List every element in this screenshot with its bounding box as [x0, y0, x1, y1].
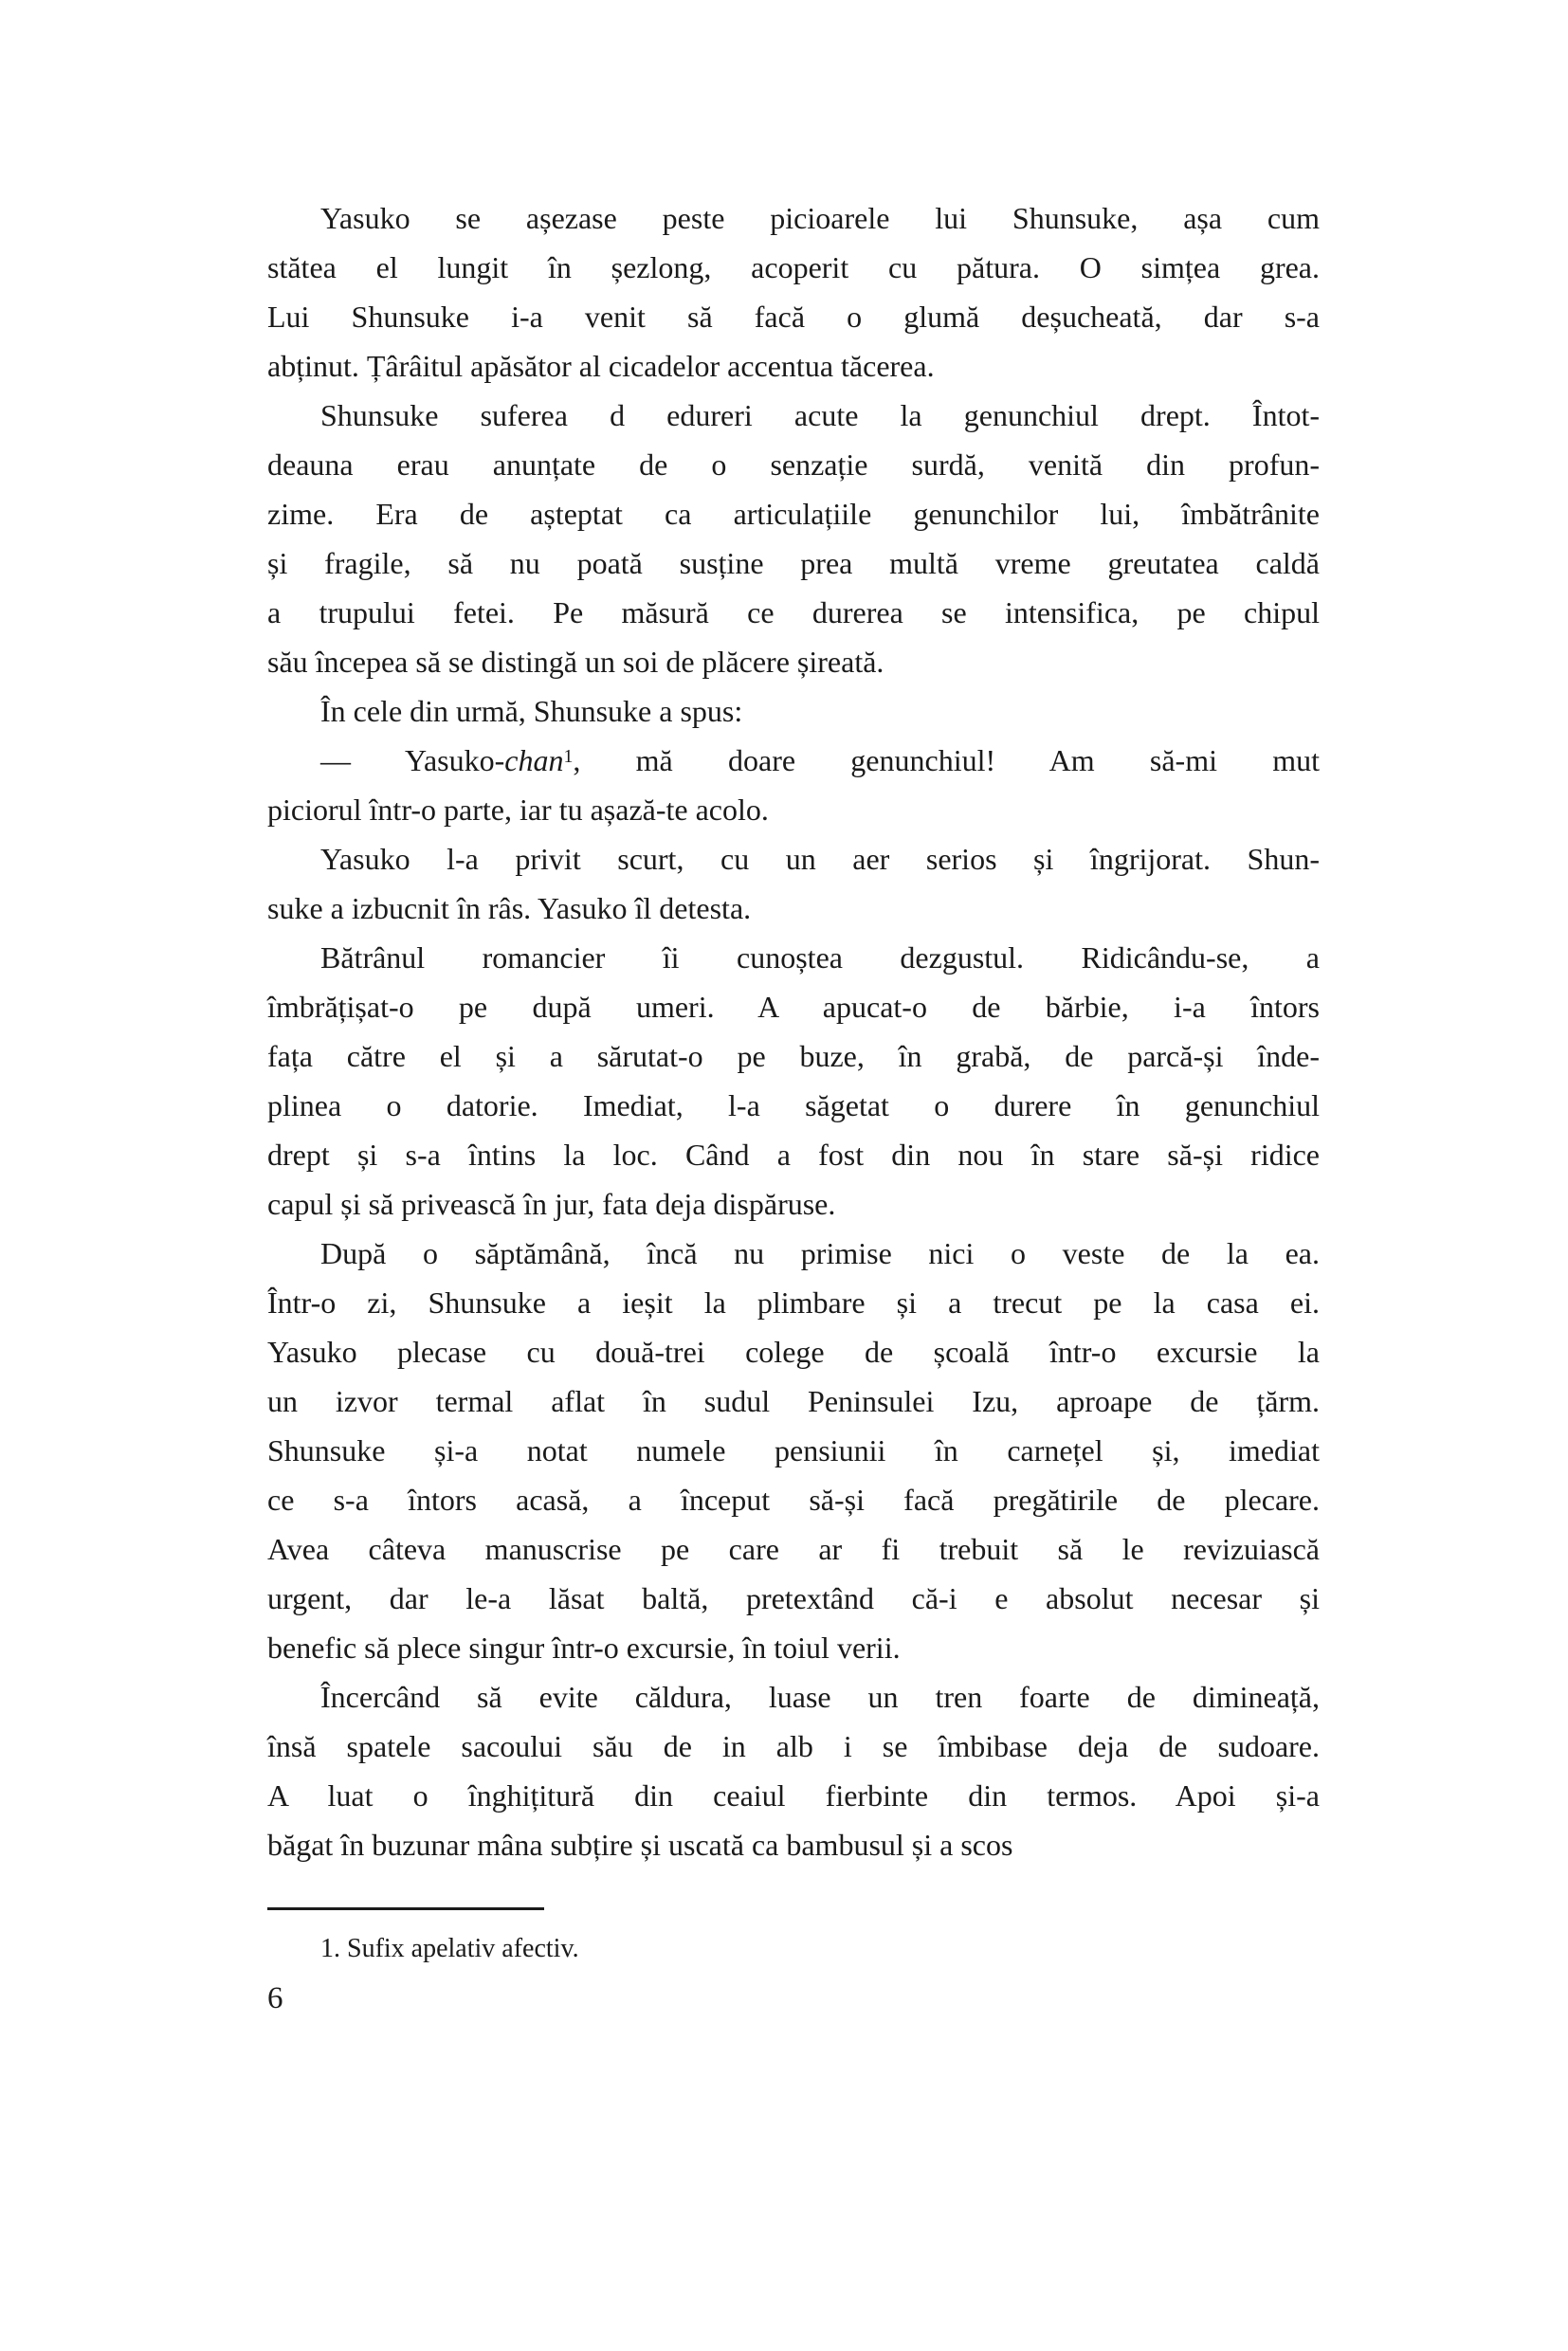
body-text: [267, 193, 1320, 1869]
footnote-separator: [267, 1907, 544, 1910]
text-segment: În cele din urmă, Shunsuke a spus:: [320, 694, 743, 728]
footnote: [267, 1930, 1320, 1968]
footnote-text: 1. Sufix apelativ afectiv.: [320, 1934, 579, 1963]
text-line: [267, 686, 1320, 736]
text-line: [267, 637, 1320, 686]
text-segment: abținut. Țârâitul apăsător al cicadelor accentua tăcerea.: [267, 349, 935, 383]
text-segment: După o săptămână, încă nu primise nici o veste de la ea.: [320, 1236, 1320, 1270]
text-segment: plinea o datorie. Imediat, l-a săgetat o durere în genunchiul: [267, 1088, 1320, 1122]
text-line: [267, 1130, 1320, 1179]
page-number: 6: [267, 1981, 283, 2015]
text-segment: , mă doare genunchiul! Am să-mi mut: [573, 743, 1321, 777]
text-line: [267, 1672, 1320, 1722]
text-segment: deauna erau anunțate de o senzație surdă, venită din profun-: [267, 447, 1320, 482]
text-segment: Într-o zi, Shunsuke a ieșit la plimbare și a trecut pe la casa ei.: [267, 1285, 1320, 1320]
text-segment: Yasuko l-a privit scurt, cu un aer serios și îngrijorat. Shun-: [320, 842, 1320, 876]
text-segment: îmbrățișat-o pe după umeri. A apucat-o de bărbie, i-a întors: [267, 990, 1320, 1024]
text-segment: urgent, dar le-a lăsat baltă, pretextând că-i e absolut necesar și: [267, 1581, 1320, 1615]
text-line: [267, 1820, 1320, 1869]
text-line: [267, 1179, 1320, 1229]
text-line: [267, 1327, 1320, 1376]
text-segment: Shunsuke și-a notat numele pensiunii în carnețel și, imediat: [267, 1433, 1320, 1467]
text-line: [267, 785, 1320, 834]
italic-text: chan: [504, 743, 564, 777]
text-segment: a trupului fetei. Pe măsură ce durerea se intensifica, pe chipul: [267, 595, 1320, 629]
text-segment: suke a izbucnit în râs. Yasuko îl detesta.: [267, 891, 752, 925]
text-line: [267, 1475, 1320, 1524]
text-segment: stătea el lungit în șezlong, acoperit cu pătura. O simțea grea.: [267, 250, 1320, 284]
text-segment: A luat o înghițitură din ceaiul fierbinte din termos. Apoi și-a: [267, 1778, 1320, 1813]
text-segment: Lui Shunsuke i-a venit să facă o glumă deșucheată, dar s-a: [267, 300, 1320, 334]
text-line: [267, 1524, 1320, 1574]
text-line: [267, 834, 1320, 884]
text-segment: Bătrânul romancier îi cunoștea dezgustul. Ridicându-se, a: [320, 940, 1320, 975]
text-segment: benefic să plece singur într-o excursie, în toiul verii.: [267, 1631, 901, 1665]
text-segment: Avea câteva manuscrise pe care ar fi trebuit să le revizuiască: [267, 1532, 1320, 1566]
text-segment: ce s-a întors acasă, a început să-și facă pregătirile de plecare.: [267, 1483, 1320, 1517]
text-segment: Yasuko se așezase peste picioarele lui Shunsuke, așa cum: [320, 201, 1320, 235]
text-line: [267, 1426, 1320, 1475]
text-line: [267, 1031, 1320, 1081]
text-line: [267, 193, 1320, 243]
footnote-ref: 1: [563, 746, 574, 768]
text-line: [267, 1722, 1320, 1771]
text-segment: — Yasuko-: [320, 743, 505, 777]
text-segment: său începea să se distingă un soi de plăcere șireată.: [267, 645, 884, 679]
text-segment: un izvor termal aflat în sudul Peninsulei Izu, aproape de țărm.: [267, 1384, 1320, 1418]
text-line: [267, 243, 1320, 292]
text-line: [267, 489, 1320, 538]
text-line: [267, 884, 1320, 933]
text-line: [267, 391, 1320, 440]
text-line: [267, 1081, 1320, 1130]
text-line: [267, 292, 1320, 341]
text-line: [267, 736, 1320, 785]
text-line: [267, 1229, 1320, 1278]
text-segment: capul și să privească în jur, fata deja dispăruse.: [267, 1187, 836, 1221]
text-segment: băgat în buzunar mâna subțire și uscată ca bambusul și a scos: [267, 1828, 1013, 1862]
text-segment: fața către el și a sărutat-o pe buze, în grabă, de parcă-și înde-: [267, 1039, 1320, 1073]
text-line: [267, 538, 1320, 588]
text-segment: Încercând să evite căldura, luase un tren foarte de dimineață,: [320, 1680, 1320, 1714]
text-line: [267, 440, 1320, 489]
text-line: [267, 1376, 1320, 1426]
text-line: [267, 341, 1320, 391]
text-segment: Shunsuke suferea d edureri acute la genunchiul drept. Întot-: [320, 398, 1320, 432]
text-line: [267, 588, 1320, 637]
text-segment: și fragile, să nu poată susține prea multă vreme greutatea caldă: [267, 546, 1320, 580]
text-line: [267, 1278, 1320, 1327]
text-line: [267, 1623, 1320, 1672]
text-segment: drept și s-a întins la loc. Când a fost din nou în stare să-și ridice: [267, 1138, 1320, 1172]
text-segment: zime. Era de așteptat ca articulațiile genunchilor lui, îmbătrânite: [267, 497, 1320, 531]
text-line: [267, 982, 1320, 1031]
text-segment: piciorul într-o parte, iar tu așază-te acolo.: [267, 793, 769, 827]
text-line: [267, 933, 1320, 982]
text-segment: Yasuko plecase cu două-trei colege de școală într-o excursie la: [267, 1335, 1320, 1369]
text-segment: însă spatele sacoului său de in alb i se îmbibase deja de sudoare.: [267, 1729, 1320, 1763]
text-line: [267, 1771, 1320, 1820]
text-line: [267, 1574, 1320, 1623]
